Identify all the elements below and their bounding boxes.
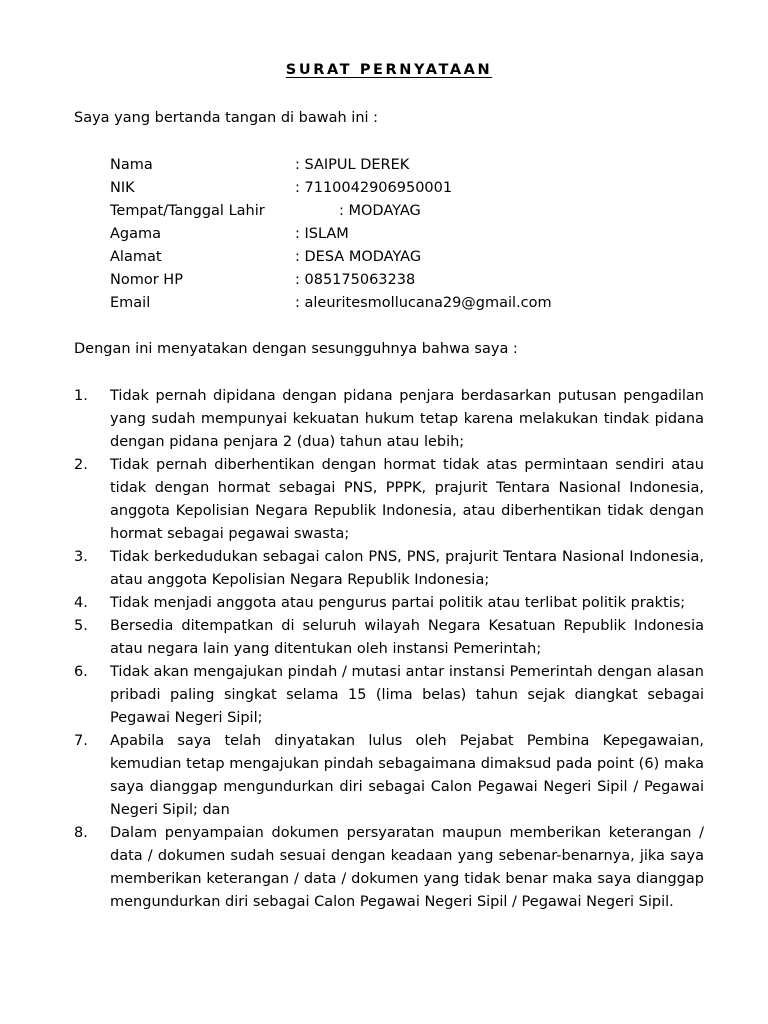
list-item-text: Apabila saya telah dinyatakan lulus oleh Pejabat Pembina Kepegawaian, kemudian tetap mengajukan pindah sebagaimana dimaksud pada point (6) maka saya dianggap mengundurkan diri sebagai Calon Pegawai Negeri Sipil / Pegawai Negeri Sipil; dan	[110, 733, 704, 818]
field-row-alamat	[110, 248, 710, 271]
field-value: : 7110042906950001	[295, 180, 453, 196]
statement-list	[74, 385, 704, 914]
document-title	[0, 62, 768, 78]
list-item-number: 7.	[74, 733, 88, 749]
list-item-number: 5.	[74, 618, 88, 634]
field-row-email	[110, 294, 710, 317]
list-item	[74, 661, 704, 730]
field-value: : MODAYAG	[339, 203, 421, 219]
list-item-text: Tidak pernah dipidana dengan pidana penjara berdasarkan putusan pengadilan yang sudah mempunyai kekuatan hukum tetap karena melakukan tindak pidana dengan pidana penjara 2 (dua) tahun atau lebih;	[110, 388, 704, 450]
field-label: Nama	[110, 157, 153, 173]
list-item-text: Dalam penyampaian dokumen persyaratan maupun memberikan keterangan / data / dokumen sudah sesuai dengan keadaan yang sebenar-benarnya, jika saya memberikan keterangan / data / dokumen yang tidak benar maka saya dianggap mengundurkan diri sebagai Calon Pegawai Negeri Sipil / Pegawai Negeri Sipil.	[110, 825, 704, 910]
field-row-nomor-hp	[110, 271, 710, 294]
list-item	[74, 385, 704, 454]
identity-fields	[110, 156, 710, 317]
list-item-text: Tidak menjadi anggota atau pengurus partai politik atau terlibat politik praktis;	[110, 595, 686, 611]
field-label: Tempat/Tanggal Lahir	[110, 203, 265, 219]
field-row-agama	[110, 225, 710, 248]
field-value: : SAIPUL DEREK	[295, 157, 410, 173]
list-item-number: 3.	[74, 549, 88, 565]
field-value: : 085175063238	[295, 272, 416, 288]
list-item	[74, 730, 704, 822]
list-item-number: 4.	[74, 595, 88, 611]
list-item-number: 8.	[74, 825, 88, 841]
field-value: : aleuritesmollucana29@gmail.com	[295, 295, 552, 311]
list-item-number: 6.	[74, 664, 88, 680]
field-row-nik	[110, 179, 710, 202]
statement-text: Dengan ini menyatakan dengan sesungguhnya bahwa saya :	[74, 341, 518, 357]
document-title-text: SURAT PERNYATAAN	[285, 62, 493, 78]
field-label: Agama	[110, 226, 162, 242]
field-row-tempat-tanggal-lahir	[110, 202, 710, 225]
list-item	[74, 592, 704, 615]
field-value: : DESA MODAYAG	[295, 249, 422, 265]
list-item-number: 2.	[74, 457, 88, 473]
list-item-text: Tidak berkedudukan sebagai calon PNS, PNS, prajurit Tentara Nasional Indonesia, atau anggota Kepolisian Negara Republik Indonesia;	[110, 549, 704, 588]
field-value: : ISLAM	[295, 226, 349, 242]
list-item-text: Bersedia ditempatkan di seluruh wilayah Negara Kesatuan Republik Indonesia atau negara lain yang ditentukan oleh instansi Pemerintah;	[110, 618, 704, 657]
list-item	[74, 822, 704, 914]
list-item	[74, 615, 704, 661]
field-label: NIK	[110, 180, 135, 196]
list-item	[74, 546, 704, 592]
field-label: Email	[110, 295, 151, 311]
field-label: Alamat	[110, 249, 162, 265]
list-item-text: Tidak akan mengajukan pindah / mutasi antar instansi Pemerintah dengan alasan pribadi paling singkat selama 15 (lima belas) tahun sejak diangkat sebagai Pegawai Negeri Sipil;	[110, 664, 704, 726]
list-item-number: 1.	[74, 388, 88, 404]
list-item	[74, 454, 704, 546]
intro-text: Saya yang bertanda tangan di bawah ini :	[74, 110, 379, 126]
field-row-nama	[110, 156, 710, 179]
list-item-text: Tidak pernah diberhentikan dengan hormat tidak atas permintaan sendiri atau tidak dengan hormat sebagai PNS, PPPK, prajurit Tentara Nasional Indonesia, anggota Kepolisian Negara Republik Indonesia, atau diberhentikan tidak dengan hormat sebagai pegawai swasta;	[110, 457, 704, 542]
field-label: Nomor HP	[110, 272, 183, 288]
